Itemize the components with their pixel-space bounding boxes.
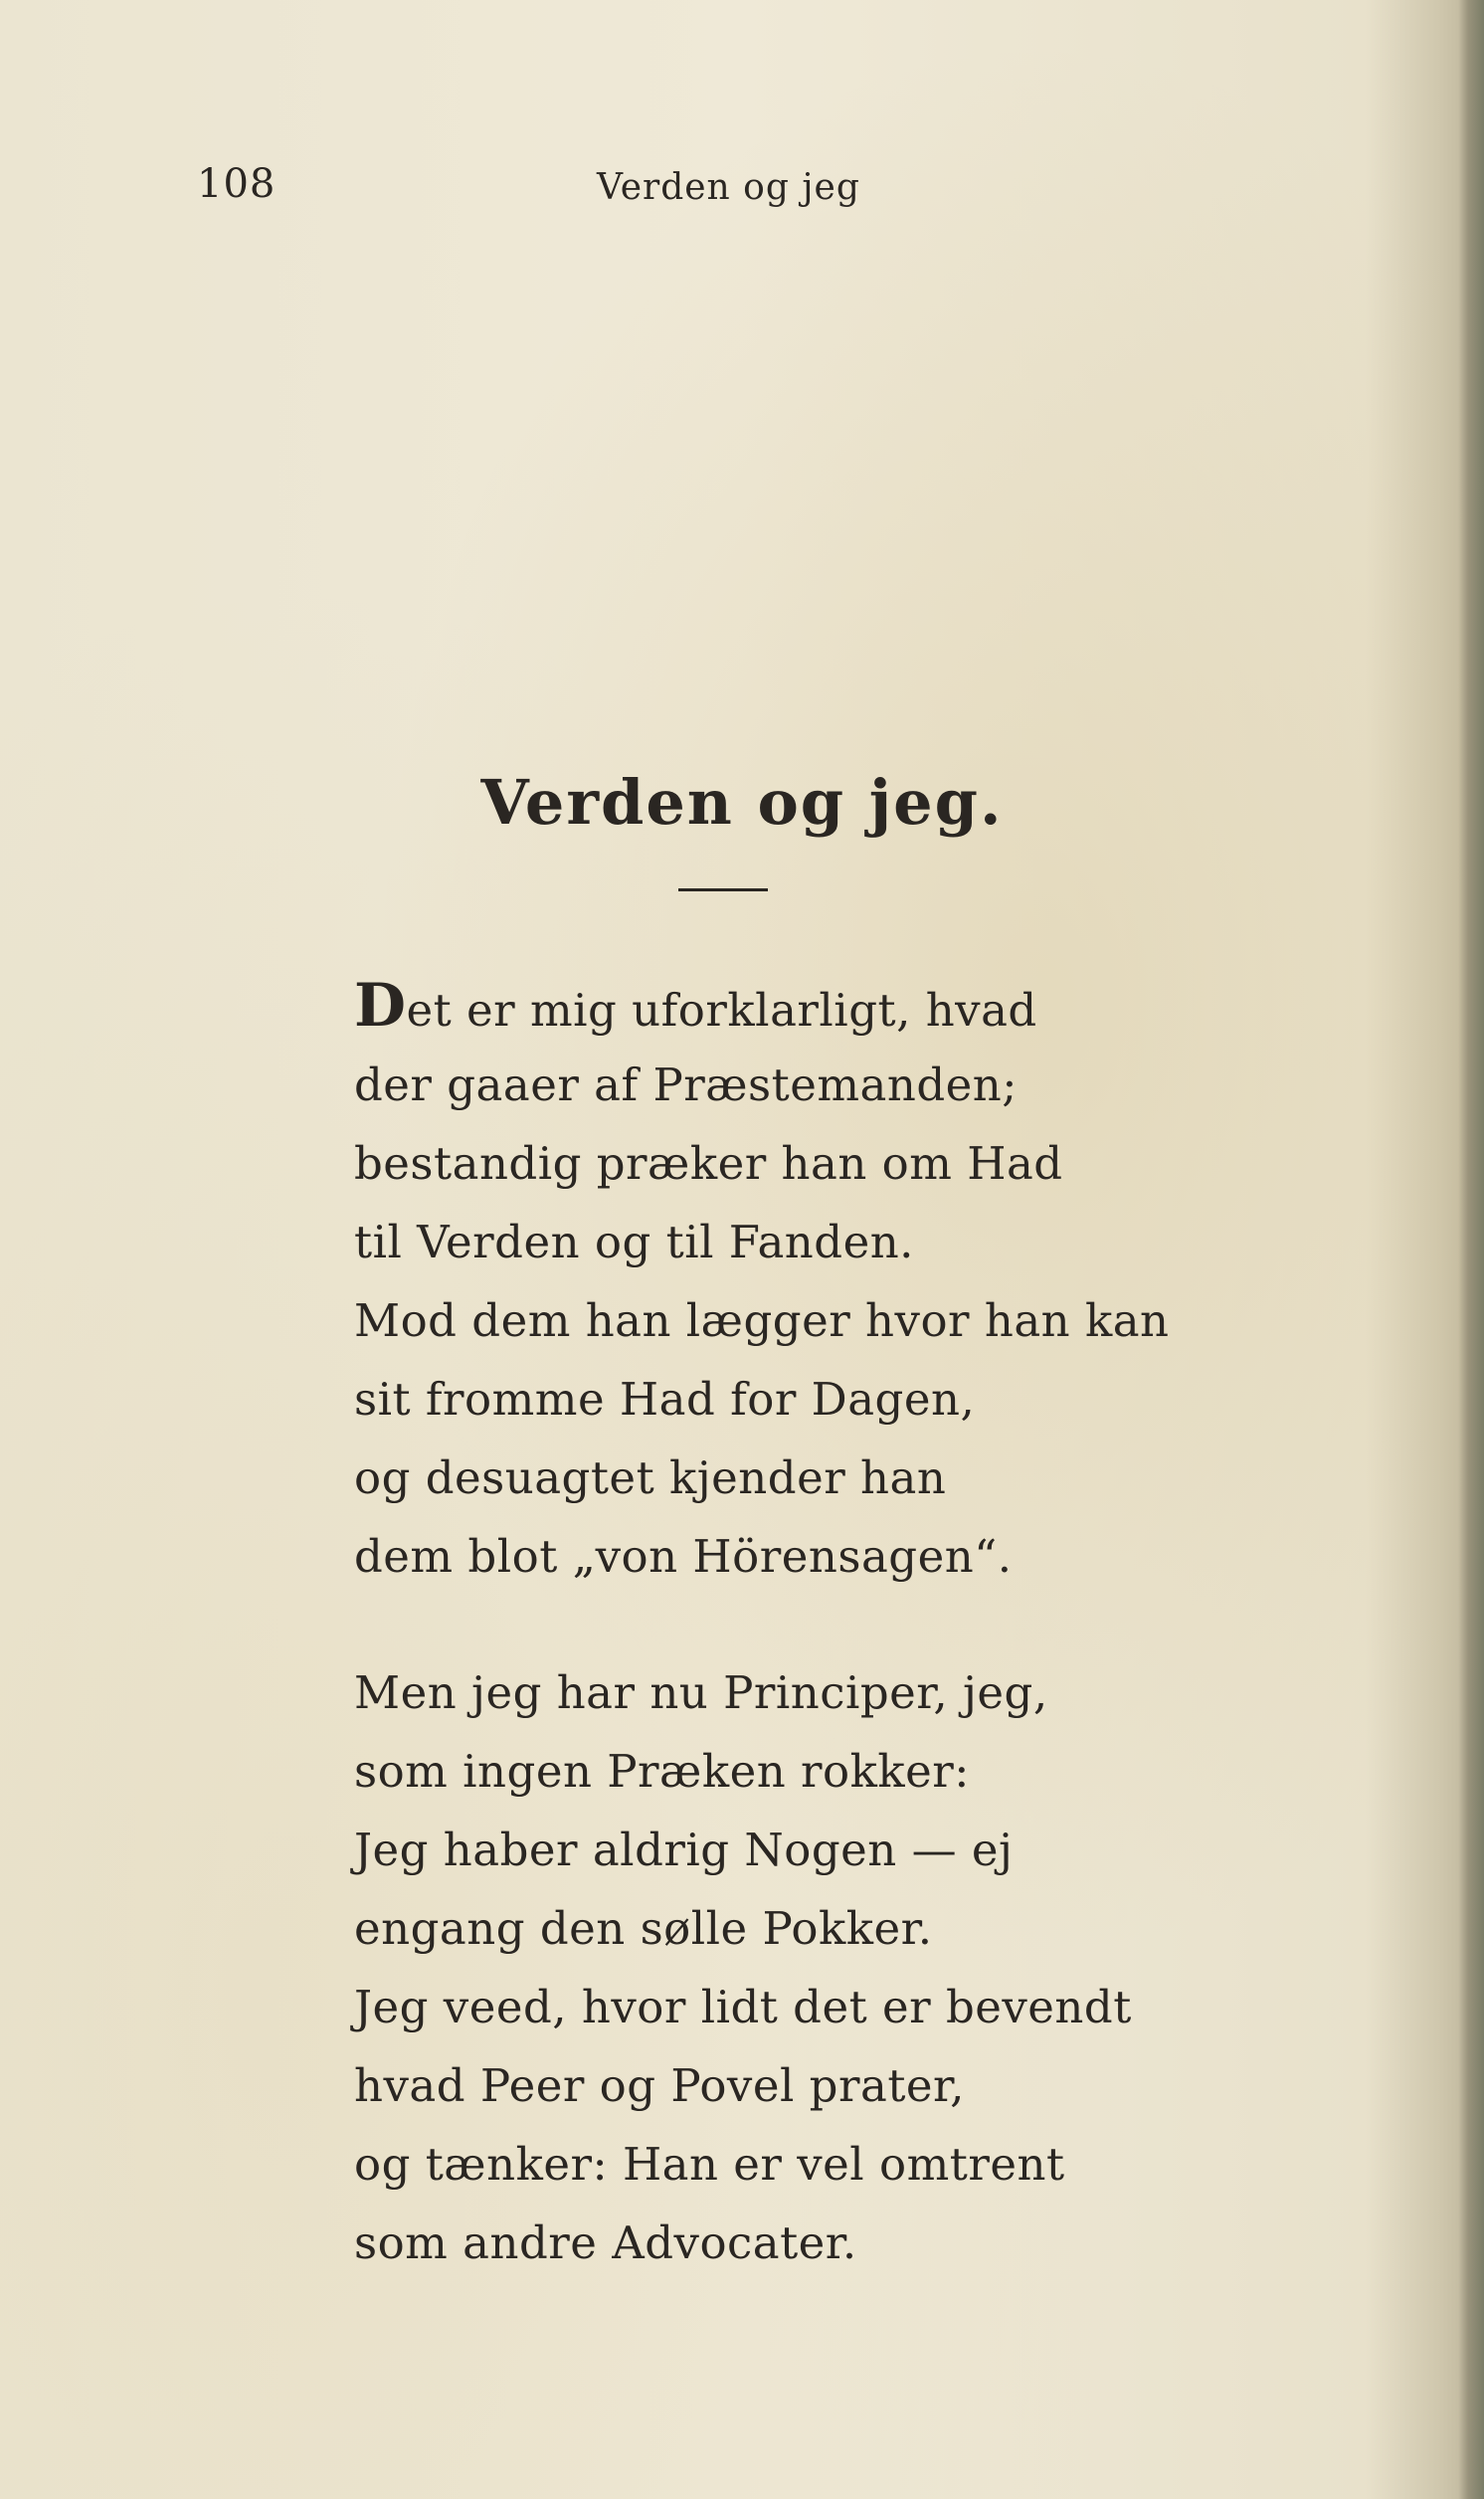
poem-line: Men jeg har nu Principer, jeg, bbox=[354, 1666, 1048, 1719]
poem-line: og desuagtet kjender han bbox=[354, 1451, 947, 1504]
poem-line: som andre Advocater. bbox=[354, 2216, 857, 2269]
poem-line: Jeg haber aldrig Nogen — ej bbox=[354, 1824, 1014, 1876]
poem-title: Verden og jeg. bbox=[480, 766, 1004, 839]
poem-line: hvad Peer og Povel prater, bbox=[354, 2059, 965, 2112]
title-divider bbox=[678, 888, 768, 891]
poem-line: som ingen Præken rokker: bbox=[354, 1745, 970, 1798]
poem-line: til Verden og til Fanden. bbox=[354, 1216, 914, 1268]
poem-line: dem blot „von Hörensagen“. bbox=[354, 1530, 1013, 1583]
poem-line: og tænker: Han er vel omtrent bbox=[354, 2138, 1065, 2191]
poem-stanza-2 bbox=[354, 1653, 1132, 2282]
poem-line: der gaaer af Præstemanden; bbox=[354, 1058, 1018, 1111]
poem-stanza-1 bbox=[354, 967, 1170, 1596]
poem-line: Mod dem han lægger hvor han kan bbox=[354, 1294, 1170, 1347]
poem-line: engang den sølle Pokker. bbox=[354, 1902, 933, 1955]
poem-line: sit fromme Had for Dagen, bbox=[354, 1373, 976, 1426]
poem-line: Det er mig uforklarligt, hvad bbox=[354, 971, 1037, 1041]
poem-line: Jeg veed, hvor lidt det er bevendt bbox=[354, 1981, 1132, 2033]
page-spine-edge bbox=[1458, 0, 1484, 2499]
page-number: 108 bbox=[197, 161, 277, 207]
running-head: Verden og jeg bbox=[597, 167, 860, 208]
poem-line: bestandig præker han om Had bbox=[354, 1137, 1063, 1190]
